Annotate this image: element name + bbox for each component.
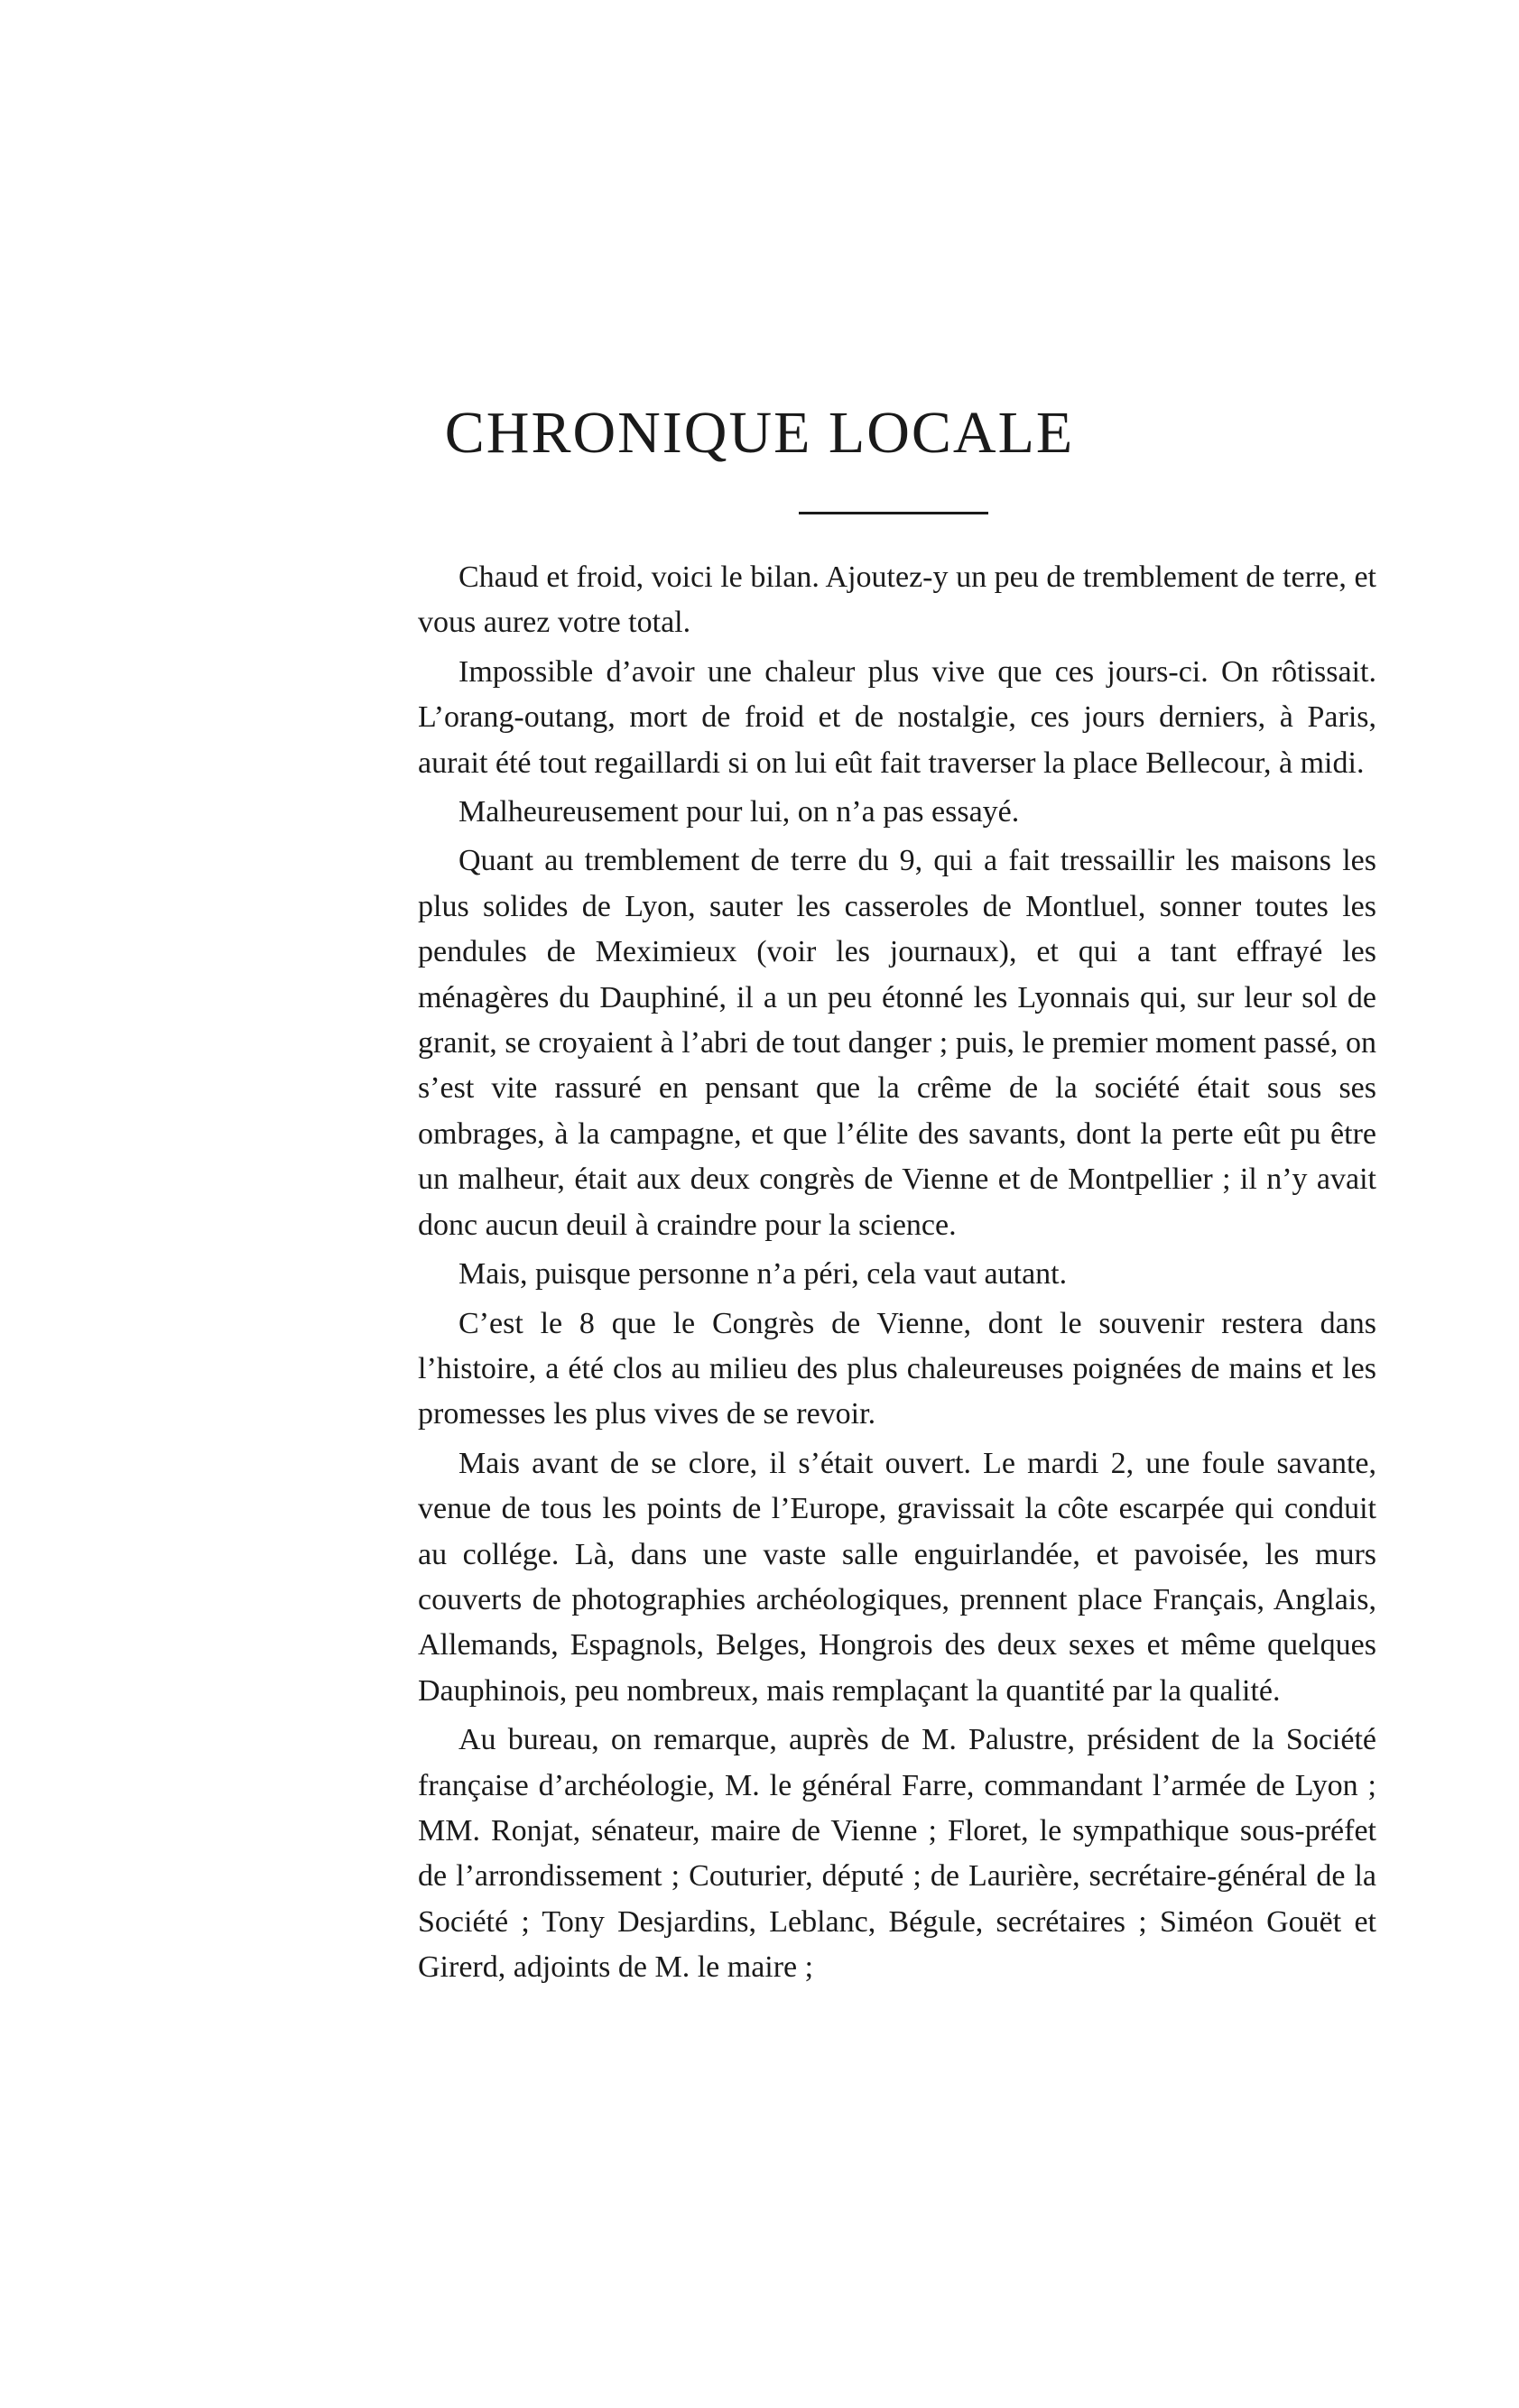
- paragraph: C’est le 8 que le Congrès de Vienne, dont le souvenir restera dans l’histoire, a été clos au milieu des plus chaleureuses poignées de mains et les promesses les plus vives de se revoir.: [418, 1306, 1376, 1431]
- paragraph: Quant au tremblement de terre du 9, qui a fait tressaillir les maisons les plus solides de Lyon, sauter les casseroles de Montluel, sonner toutes les pendules de Meximieux (voir les journaux), et qui a tant effrayé les ménagères du Dauphiné, il a un peu étonné les Lyonnais qui, sur leur sol de granit, se croyaient à l’abri de tout danger ; puis, le premier moment passé, on s’est vite rassuré en pensant que la crême de la société était sous ses ombrages, à la campagne, et que l’élite des savants, dont la perte eût pu être un malheur, était aux deux congrès de Vienne et de Montpellier ; il n’y avait donc aucun deuil à craindre pour la science.: [418, 844, 1376, 1242]
- paragraph: Malheureusement pour lui, on n’a pas essayé.: [458, 795, 1020, 829]
- paragraph: Mais, puisque personne n’a péri, cela vaut autant.: [458, 1257, 1068, 1292]
- paragraph: Chaud et froid, voici le bilan. Ajoutez-y un peu de tremblement de terre, et vous aurez votre total.: [418, 560, 1376, 640]
- paragraph: Impossible d’avoir une chaleur plus vive que ces jours-ci. On rôtissait. L’orang-outang, mort de froid et de nostalgie, ces jours derniers, à Paris, aurait été tout regaillardi si on lui eût fait traverser la place Bellecour, à midi.: [418, 654, 1376, 780]
- paragraph: Mais avant de se clore, il s’était ouvert. Le mardi 2, une foule savante, venue de tous les points de l’Europe, gravissait la côte escarpée qui conduit au collége. Là, dans une vaste salle enguirlandée, et pavoisée, les murs couverts de photographies archéologiques, prennent place Français, Anglais, Allemands, Espagnols, Belges, Hongrois des deux sexes et même quelques Dauphinois, peu nombreux, mais remplaçant la quantité par la qualité.: [418, 1446, 1376, 1708]
- page-title: CHRONIQUE LOCALE: [444, 400, 1075, 466]
- paragraph: Au bureau, on remarque, auprès de M. Palustre, président de la Société française d’archéologie, M. le général Farre, commandant l’armée de Lyon ; MM. Ronjat, sénateur, maire de Vienne ; Floret, le sympathique sous-préfet de l’arrondissement ; Couturier, député ; de Laurière, secrétaire-général de la Société ; Tony Desjardins, Leblanc, Bégule, secrétaires ; Siméon Gouët et Girerd, adjoints de M. le maire ;: [418, 1723, 1376, 1985]
- title-rule: [799, 512, 988, 514]
- article-body: [418, 555, 1376, 1995]
